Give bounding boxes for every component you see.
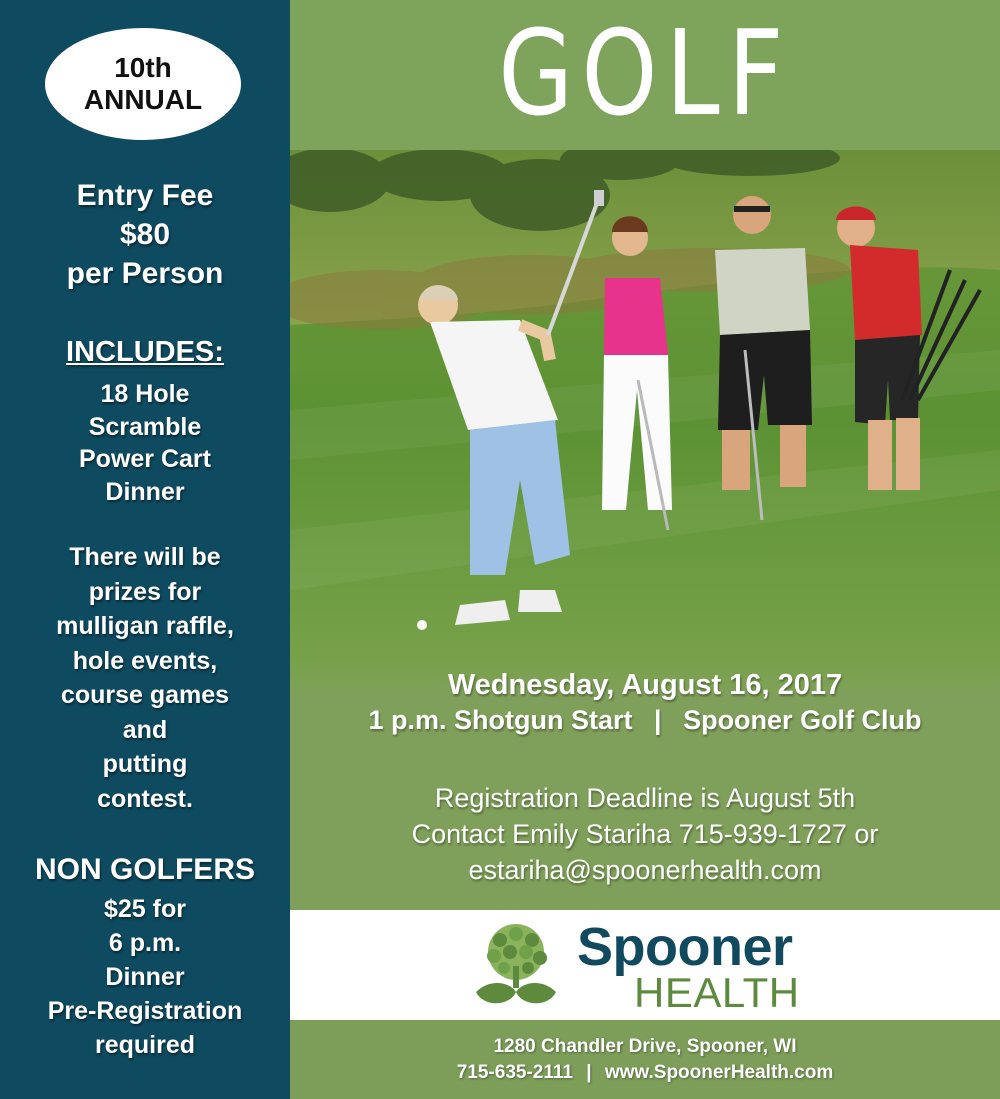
page-title: GOLF	[498, 4, 792, 142]
non-golfers-line: Pre-Registration	[47, 997, 243, 1025]
event-info	[290, 660, 1000, 910]
list-item: Dinner	[105, 477, 185, 506]
event-date: Wednesday, August 16, 2017	[447, 669, 843, 701]
prizes-line: and	[122, 715, 168, 744]
registration-contact: Contact Emily Stariha 715-939-1727 or	[411, 819, 879, 849]
footer-website[interactable]: www.SpoonerHealth.com	[604, 1062, 834, 1083]
non-golfers-details	[0, 892, 290, 1062]
event-start-location	[290, 703, 1000, 737]
prizes-line: There will be	[69, 543, 221, 571]
non-golfers-line: required	[94, 1031, 196, 1059]
prizes-line: course games	[60, 681, 230, 709]
tree-logo-icon	[470, 922, 562, 1012]
registration-email[interactable]: estariha@spoonerhealth.com	[468, 855, 822, 885]
event-separator: |	[653, 705, 662, 735]
footer-separator: |	[586, 1062, 592, 1083]
entry-fee-amount: $80	[119, 218, 171, 251]
footer-address: 1280 Chandler Drive, Spooner, WI	[493, 1036, 797, 1057]
prizes-line: mulligan raffle,	[56, 612, 234, 640]
prizes-line: prizes for	[88, 577, 202, 606]
entry-fee-label: Entry Fee	[76, 179, 214, 212]
logo-strip	[290, 910, 1000, 1020]
list-item: Scramble	[88, 412, 202, 441]
golfers-photo	[290, 150, 1000, 690]
non-golfers-line: 6 p.m.	[108, 929, 182, 957]
registration-info	[290, 780, 1000, 888]
prizes-text	[0, 540, 290, 816]
badge-ordinal: 10th	[114, 52, 172, 83]
title-banner	[290, 0, 1000, 150]
footer-phone: 715-635-2111	[456, 1062, 573, 1083]
non-golfers-heading: NON GOLFERS	[34, 853, 255, 886]
registration-deadline: Registration Deadline is August 5th	[434, 783, 856, 813]
golfers-photo-illustration	[290, 150, 1000, 690]
non-golfers-line: Dinner	[105, 963, 185, 991]
entry-fee	[0, 176, 290, 293]
prizes-line: hole events,	[72, 646, 218, 675]
sidebar	[0, 0, 290, 1099]
non-golfers-line: $25 for	[104, 895, 186, 923]
badge-annual: ANNUAL	[83, 84, 203, 115]
includes-heading: INCLUDES:	[66, 336, 224, 368]
event-location: Spooner Golf Club	[683, 705, 922, 735]
includes-list	[0, 378, 290, 508]
list-item: 18 Hole	[100, 380, 190, 408]
anniversary-badge	[45, 28, 241, 140]
event-start: 1 p.m. Shotgun Start	[368, 705, 633, 735]
list-item: Power Cart	[79, 445, 211, 473]
brand-subname: HEALTH	[634, 969, 800, 1016]
brand-name: Spooner	[577, 917, 793, 977]
prizes-line: putting	[102, 750, 188, 778]
footer	[290, 1020, 1000, 1099]
footer-contact	[290, 1061, 1000, 1085]
prizes-line: contest.	[97, 784, 193, 813]
entry-fee-unit: per Person	[66, 257, 224, 290]
